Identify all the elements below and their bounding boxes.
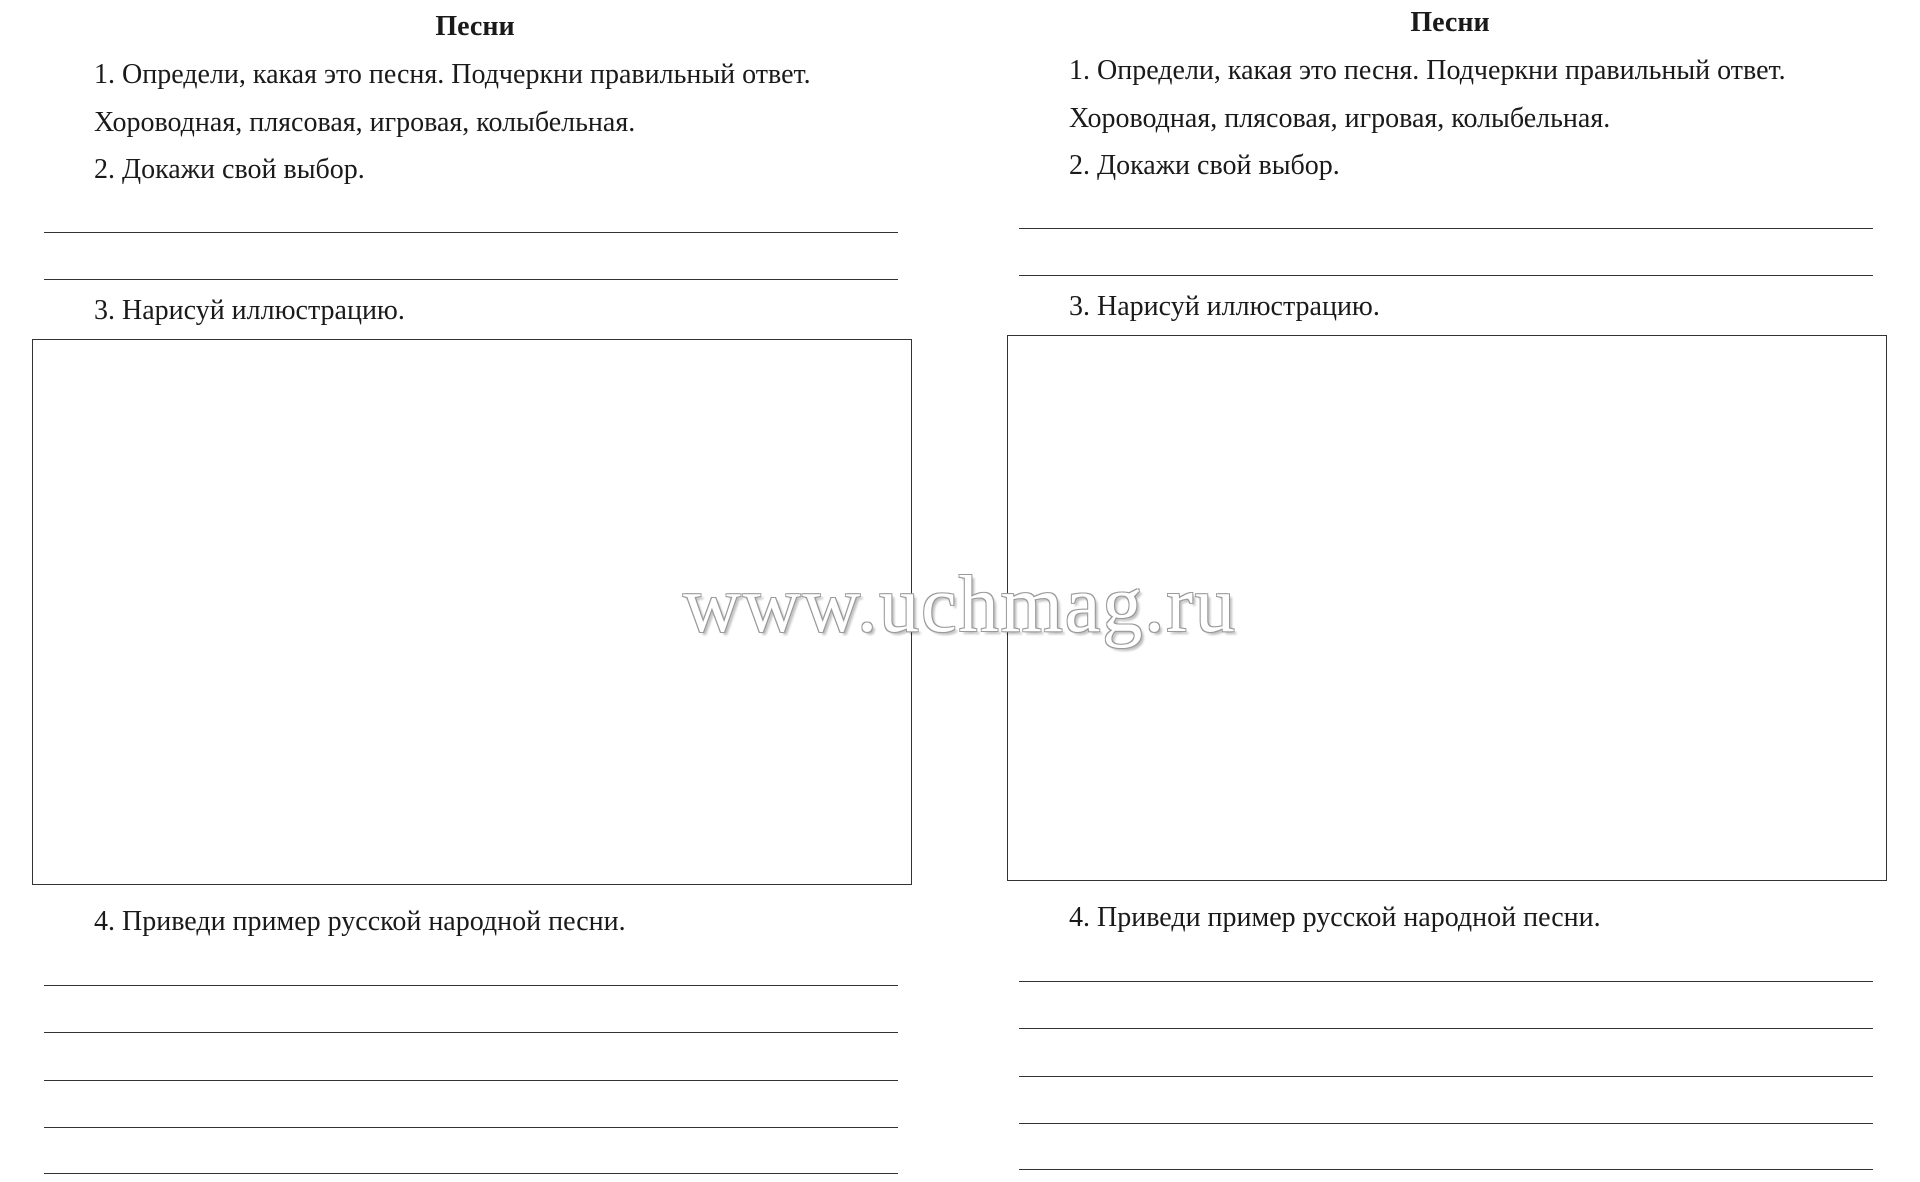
question-4: 4. Приведи пример русской народной песни. <box>94 906 626 937</box>
answer-line[interactable] <box>1019 228 1873 229</box>
question-1-options: Хороводная, плясовая, игровая, колыбельная. <box>94 107 636 138</box>
answer-line[interactable] <box>1019 1076 1873 1077</box>
question-3: 3. Нарисуй иллюстрацию. <box>1069 291 1380 322</box>
watermark: www.uchmag.ru <box>682 561 1237 649</box>
answer-line[interactable] <box>1019 275 1873 276</box>
question-2: 2. Докажи свой выбор. <box>94 154 365 185</box>
answer-line[interactable] <box>1019 1123 1873 1124</box>
answer-line[interactable] <box>1019 1169 1873 1170</box>
question-3: 3. Нарисуй иллюстрацию. <box>94 295 405 326</box>
worksheet-title: Песни <box>1410 7 1490 38</box>
worksheet-title: Песни <box>435 11 515 42</box>
answer-line[interactable] <box>44 232 898 233</box>
answer-line[interactable] <box>44 1080 898 1081</box>
answer-line[interactable] <box>1019 1028 1873 1029</box>
question-2: 2. Докажи свой выбор. <box>1069 150 1340 181</box>
answer-line[interactable] <box>1019 981 1873 982</box>
question-1-options: Хороводная, плясовая, игровая, колыбельная. <box>1069 103 1611 134</box>
answer-line[interactable] <box>44 985 898 986</box>
answer-line[interactable] <box>44 1032 898 1033</box>
answer-line[interactable] <box>44 279 898 280</box>
question-1: 1. Определи, какая это песня. Подчеркни правильный ответ. <box>94 59 811 90</box>
question-1: 1. Определи, какая это песня. Подчеркни правильный ответ. <box>1069 55 1786 86</box>
answer-line[interactable] <box>44 1127 898 1128</box>
question-4: 4. Приведи пример русской народной песни. <box>1069 902 1601 933</box>
answer-line[interactable] <box>44 1173 898 1174</box>
